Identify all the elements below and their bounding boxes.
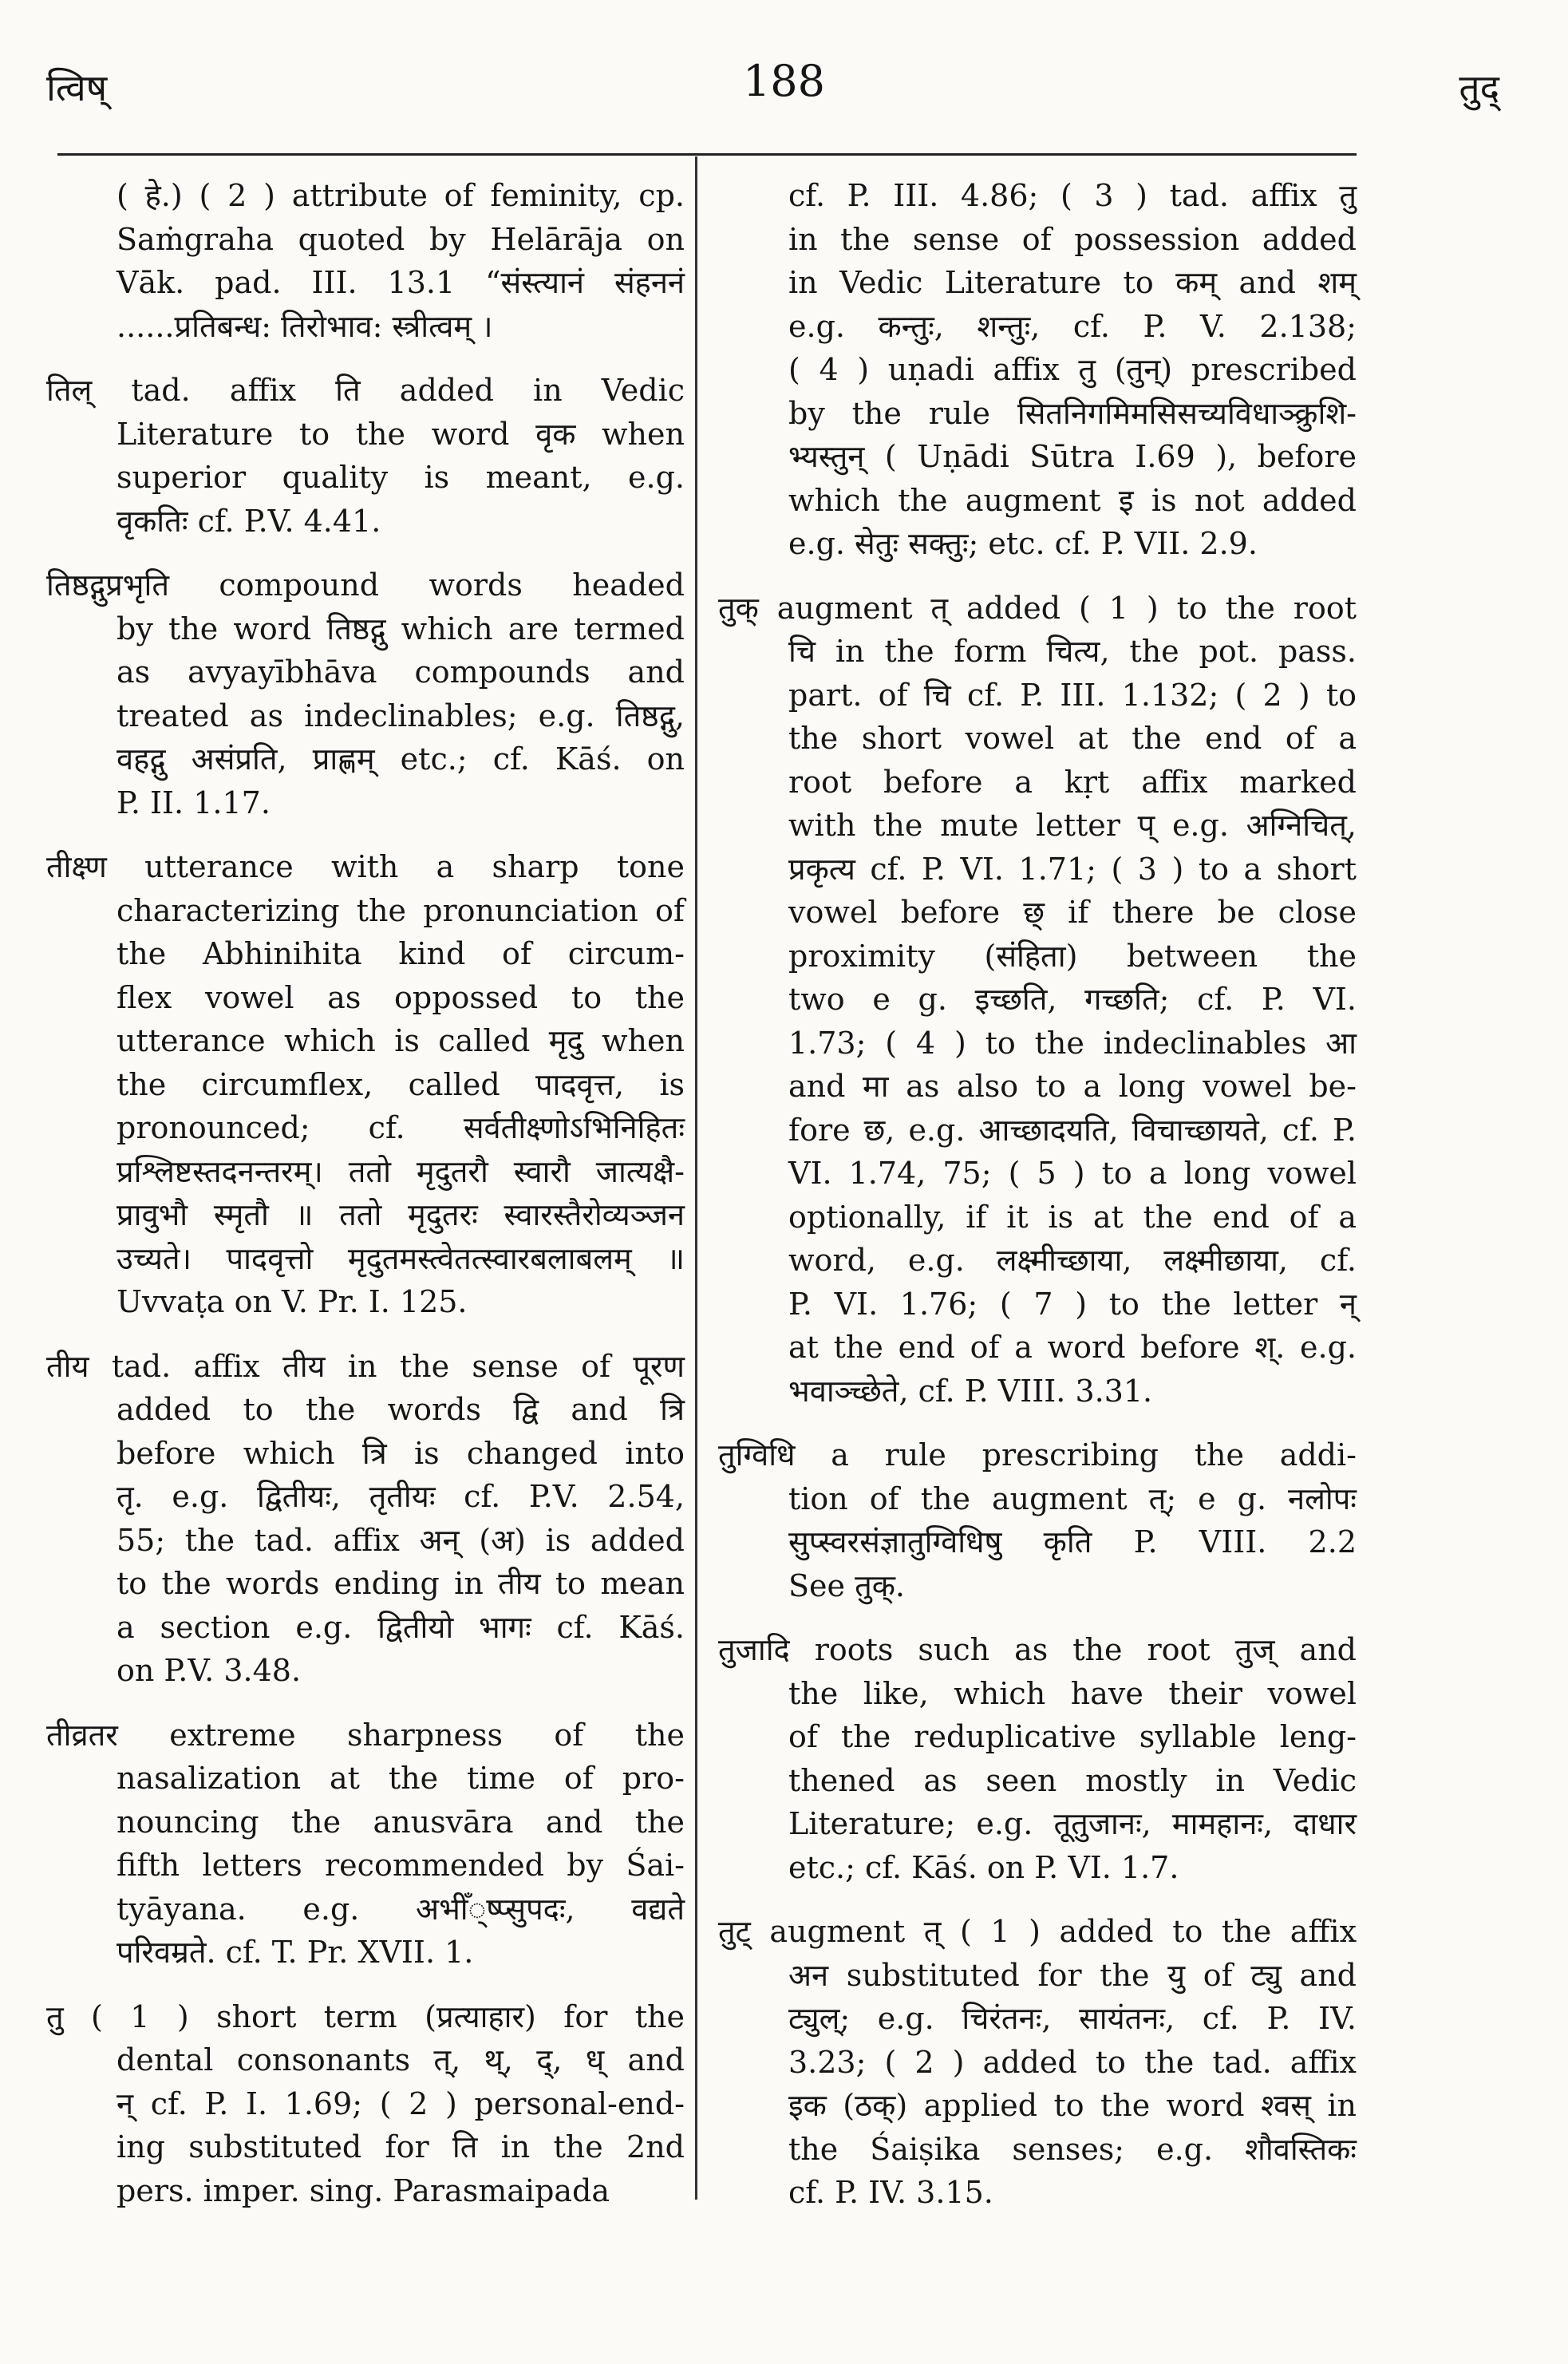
entry-line: by the word तिष्ठद्गु which are termed xyxy=(117,611,685,646)
entry-line: tyāyana. e.g. अभीँ्ष्प्सुपदः, वद्यते xyxy=(117,1891,685,1927)
entry-line: सुप्स्वरसंज्ञातुग्विधिषु कृति P. VIII. 2.2 xyxy=(788,1524,1357,1560)
entry-line: वहद्गु असंप्रति, प्राह्णम् etc.; cf. Kāś. on xyxy=(117,741,685,777)
entry-line: flex vowel as oppossed to the xyxy=(117,979,685,1015)
entry-line: ( 4 ) uṇadi affix तु (तुन्) prescribed xyxy=(788,352,1357,387)
entry-line: e.g. सेतुः सक्तुः; etc. cf. P. VII. 2.9. xyxy=(788,526,1258,561)
entry-line: added to the words द्वि and त्रि xyxy=(117,1392,685,1427)
dictionary-entry xyxy=(718,1628,1357,1889)
entry-line: fifth letters recommended by Śai- xyxy=(117,1848,685,1883)
entry-line: P. II. 1.17. xyxy=(117,785,271,820)
entry-line: to the words ending in तीय to mean xyxy=(117,1566,685,1601)
entry-line: तिष्ठद्गुप्रभृति compound words headed xyxy=(46,567,685,603)
entry-line: treated as indeclinables; e.g. तिष्ठद्गु, xyxy=(117,698,685,733)
dictionary-entry xyxy=(718,1433,1357,1607)
entry-line: nouncing the anusvāra and the xyxy=(117,1804,685,1840)
entry-line: in the sense of possession added xyxy=(788,221,1357,257)
entry-line: Uvvaṭa on V. Pr. I. 125. xyxy=(117,1284,468,1319)
entry-line: root before a kṛt affix marked xyxy=(788,764,1357,800)
entry-line: by the rule सितनिगमिमसिसच्यविधाञ्क्रुशि- xyxy=(788,395,1357,431)
entry-line: Literature; e.g. तूतुजानः, मामहानः, दाधार xyxy=(788,1806,1357,1841)
entry-line: भ्यस्तुन् ( Uṇādi Sūtra I.69 ), before xyxy=(788,439,1357,474)
entry-line: 3.23; ( 2 ) added to the tad. affix xyxy=(788,2044,1357,2080)
entry-line: अन substituted for the यु of ट्यु and xyxy=(788,1957,1357,1993)
entry-line: characterizing the pronunciation of xyxy=(117,892,685,928)
dictionary-entry xyxy=(46,1345,685,1693)
dictionary-entry xyxy=(46,1714,685,1975)
entry-line: pers. imper. sing. Parasmaipada xyxy=(117,2172,610,2208)
entry-line: superior quality is meant, e.g. xyxy=(117,460,685,495)
entry-line: VI. 1.74, 75; ( 5 ) to a long vowel xyxy=(788,1156,1357,1191)
entry-line: उच्यते। पादवृत्तो मृदुतमस्त्वेतत्स्वारबलाबलम् ॥ xyxy=(117,1240,685,1276)
entry-line: ing substituted for ति in the 2nd xyxy=(117,2129,685,2164)
entry-line: भवाञ्च्छेते, cf. P. VIII. 3.31. xyxy=(788,1373,1153,1409)
entry-line: तिल् tad. affix ति added in Vedic xyxy=(46,373,685,408)
entry-line: तु ( 1 ) short term (प्रत्याहार) for the xyxy=(46,1998,685,2034)
entry-line: P. VI. 1.76; ( 7 ) to the letter न् xyxy=(788,1286,1357,1322)
entry-line: the Abhinihita kind of circum- xyxy=(117,936,685,971)
entry-line: the circumflex, called पादवृत्त, is xyxy=(117,1066,685,1102)
entry-line: the like, which have their vowel xyxy=(788,1675,1357,1711)
entry-line: proximity (संहिता) between the xyxy=(788,938,1357,974)
entry-line: before which त्रि is changed into xyxy=(117,1435,685,1471)
entry-line: Vāk. pad. III. 13.1 “संस्त्यानं संहननं xyxy=(117,265,685,300)
entry-line: part. of चि cf. P. III. 1.132; ( 2 ) to xyxy=(788,677,1357,713)
entry-line: 1.73; ( 4 ) to the indeclinables आ xyxy=(788,1025,1357,1061)
entry-line: चि in the form चित्य, the pot. pass. xyxy=(788,634,1357,669)
entry-line: 55; the tad. affix अन् (अ) is added xyxy=(117,1522,685,1558)
dictionary-entry xyxy=(718,587,1357,1413)
dictionary-entry xyxy=(46,845,685,1324)
entry-line: at the end of a word before श्. e.g. xyxy=(788,1330,1357,1365)
entry-line: Saṁgraha quoted by Helārāja on xyxy=(117,221,685,257)
header-right-guideword: तुद् xyxy=(1459,66,1499,109)
entry-line: of the reduplicative syllable leng- xyxy=(788,1719,1357,1754)
dictionary-entry xyxy=(46,174,685,348)
entry-line: See तुक्. xyxy=(788,1567,906,1603)
entry-line: word, e.g. लक्ष्मीच्छाया, लक्ष्मीछाया, cf. xyxy=(788,1243,1357,1278)
entry-line: the Śaiṣika senses; e.g. शौवस्तिकः xyxy=(788,2131,1357,2167)
entry-line: ......प्रतिबन्ध: तिरोभाव: स्त्रीत्वम् । xyxy=(117,308,493,344)
entry-line: तीय tad. affix तीय in the sense of पूरण xyxy=(46,1348,685,1384)
entry-line: तुट् augment त् ( 1 ) added to the affix xyxy=(718,1914,1357,1949)
entry-line: in Vedic Literature to कम् and शम् xyxy=(788,265,1357,300)
entry-line: प्रकृत्य cf. P. VI. 1.71; ( 3 ) to a short xyxy=(788,851,1357,887)
entry-line: cf. P. III. 4.86; ( 3 ) tad. affix तु xyxy=(788,178,1357,213)
entry-line: वृकतिः cf. P.V. 4.41. xyxy=(117,503,381,539)
entry-line: which the augment इ is not added xyxy=(788,482,1357,518)
entry-line: vowel before छ् if there be close xyxy=(788,895,1357,930)
entry-line: nasalization at the time of pro- xyxy=(117,1761,685,1796)
entry-line: optionally, if it is at the end of a xyxy=(788,1199,1357,1235)
header-left-guideword: त्विष् xyxy=(46,66,108,109)
entry-line: a section e.g. द्वितीयो भागः cf. Kāś. xyxy=(117,1609,685,1645)
entry-line: तुजादि roots such as the root तुज् and xyxy=(718,1632,1357,1667)
entry-line: on P.V. 3.48. xyxy=(117,1653,302,1688)
entry-line: ट्युल्; e.g. चिरंतनः, सायंतनः, cf. P. IV. xyxy=(788,2001,1357,2036)
entry-line: cf. P. IV. 3.15. xyxy=(788,2175,993,2210)
entry-line: thened as seen mostly in Vedic xyxy=(788,1762,1357,1798)
dictionary-entry xyxy=(718,1910,1357,2215)
entry-line: the short vowel at the end of a xyxy=(788,721,1357,756)
entry-line: तृ. e.g. द्वितीयः, तृतीयः cf. P.V. 2.54, xyxy=(117,1479,685,1514)
entry-line: tion of the augment त्; e g. नलोपः xyxy=(788,1480,1357,1516)
dictionary-entry xyxy=(46,563,685,824)
entry-line: प्रावुभौ स्मृतौ ॥ ततो मृदुतरः स्वारस्तैरोव्यञ्जन xyxy=(117,1197,685,1232)
dictionary-entry xyxy=(718,174,1357,566)
page-number: 188 xyxy=(742,56,826,106)
entry-line: इक (ठक्) applied to the word श्वस् in xyxy=(788,2088,1357,2123)
right-column xyxy=(718,174,1357,2236)
entry-line: e.g. कन्तुः, शन्तुः, cf. P. V. 2.138; xyxy=(788,308,1357,344)
entry-line: fore छ, e.g. आच्छादयति, विचाच्छायते, cf. P. xyxy=(788,1112,1357,1148)
header-rule xyxy=(57,153,1357,156)
entry-line: तुक् augment त् added ( 1 ) to the root xyxy=(718,590,1357,626)
entry-line: etc.; cf. Kāś. on P. VI. 1.7. xyxy=(788,1849,1179,1885)
entry-line: pronounced; cf. सर्वतीक्ष्णोऽभिनिहितः xyxy=(117,1110,685,1145)
column-divider xyxy=(695,156,697,2200)
entry-line: Literature to the word वृक when xyxy=(117,416,685,452)
entry-line: two e g. इच्छति, गच्छति; cf. P. VI. xyxy=(788,982,1357,1017)
entry-line: ( हे.) ( 2 ) attribute of feminity, cp. xyxy=(117,178,685,213)
left-column xyxy=(46,174,685,2233)
entry-line: परिवम्रते. cf. T. Pr. XVII. 1. xyxy=(117,1935,474,1970)
entry-line: तुग्विधि a rule prescribing the addi- xyxy=(718,1437,1357,1473)
entry-line: प्रश्लिष्टस्तदनन्तरम्। ततो मृदुतरौ स्वारौ जात्यक्षै- xyxy=(117,1153,685,1189)
entry-line: utterance which is called मृदु when xyxy=(117,1023,685,1058)
entry-line: न् cf. P. I. 1.69; ( 2 ) personal-end- xyxy=(117,2085,685,2121)
entry-line: तीक्ष्ण utterance with a sharp tone xyxy=(46,849,685,884)
dictionary-entry xyxy=(46,1995,685,2213)
dictionary-entry xyxy=(46,369,685,543)
entry-line: and मा as also to a long vowel be- xyxy=(788,1069,1357,1104)
entry-line: dental consonants त्, थ्, द्, ध् and xyxy=(117,2042,685,2077)
entry-line: तीव्रतर extreme sharpness of the xyxy=(46,1717,685,1753)
entry-line: as avyayībhāva compounds and xyxy=(117,654,685,690)
entry-line: with the mute letter प् e.g. अग्निचित्, xyxy=(788,808,1357,843)
